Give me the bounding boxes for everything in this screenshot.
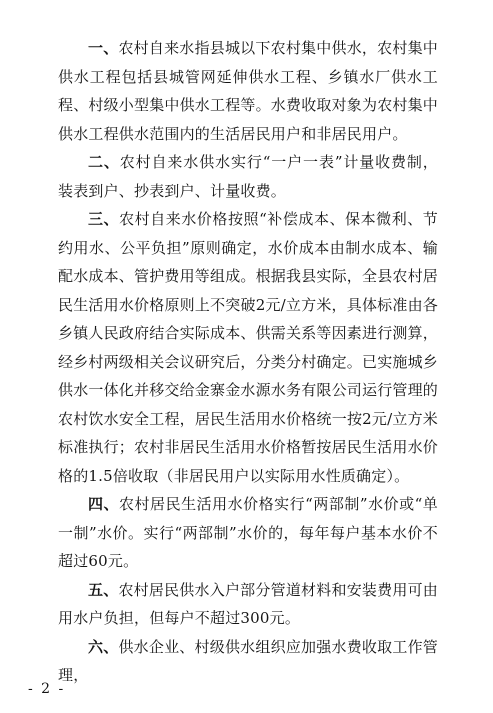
page-number: - 2 - xyxy=(28,681,66,697)
paragraph-5-heading: 五、 xyxy=(88,580,119,599)
paragraph-2-text: 农村自来水供水实行“一户一表”计量收费制，装表到户、抄表到户、计量收费。 xyxy=(58,153,438,200)
paragraph-5 xyxy=(58,576,438,633)
paragraph-1-text: 农村自来水指县城以下农村集中供水，农村集中供水工程包括县城管网延伸供水工程、乡镇水厂供水工程、村级小型集中供水工程等。水费收取对象为农村集中供水工程供水范围内的生活居民用户和非居民用户。 xyxy=(58,39,439,143)
paragraph-3 xyxy=(58,205,438,490)
paragraph-6 xyxy=(58,633,438,690)
paragraph-3-text: 农村自来水价格按照“补偿成本、保本微利、节约用水、公平负担”原则确定，水价成本由制水成本、输配水成本、管护费用等组成。根据我县实际，全县农村居民生活用水价格原则上不突破2元/立方米，具体标准由各乡镇人民政府结合实际成本、供需关系等因素进行测算，经乡村两级相关会议研究后，分类分村确定。已实施城乡供水一体化并移交给金寨金水源水务有限公司运行管理的农村饮水安全工程，居民生活用水价格统一按2元/立方米标准执行；农村非居民生活用水价格暂按居民生活用水价格的1.5倍收取（非居民用户以实际用水性质确定）。 xyxy=(58,210,439,485)
document-body xyxy=(58,34,438,690)
paragraph-2 xyxy=(58,148,438,205)
paragraph-2-heading: 二、 xyxy=(88,153,120,171)
paragraph-6-text: 供水企业、村级供水组织应加强水费收取工作管理， xyxy=(58,637,438,684)
paragraph-4-text: 农村居民生活用水价格实行“两部制”水价或“单一制”水价。实行“两部制”水价的，每年每户基本水价不超过60元。 xyxy=(58,495,438,570)
paragraph-4 xyxy=(58,490,438,576)
paragraph-3-heading: 三、 xyxy=(88,210,120,228)
paragraph-1-heading: 一、 xyxy=(88,39,119,57)
paragraph-1 xyxy=(58,34,438,148)
paragraph-6-heading: 六、 xyxy=(88,637,119,656)
paragraph-5-text: 农村居民供水入户部分管道材料和安装费用可由用水户负担，但每户不超过300元。 xyxy=(58,580,438,627)
paragraph-4-heading: 四、 xyxy=(88,495,120,513)
